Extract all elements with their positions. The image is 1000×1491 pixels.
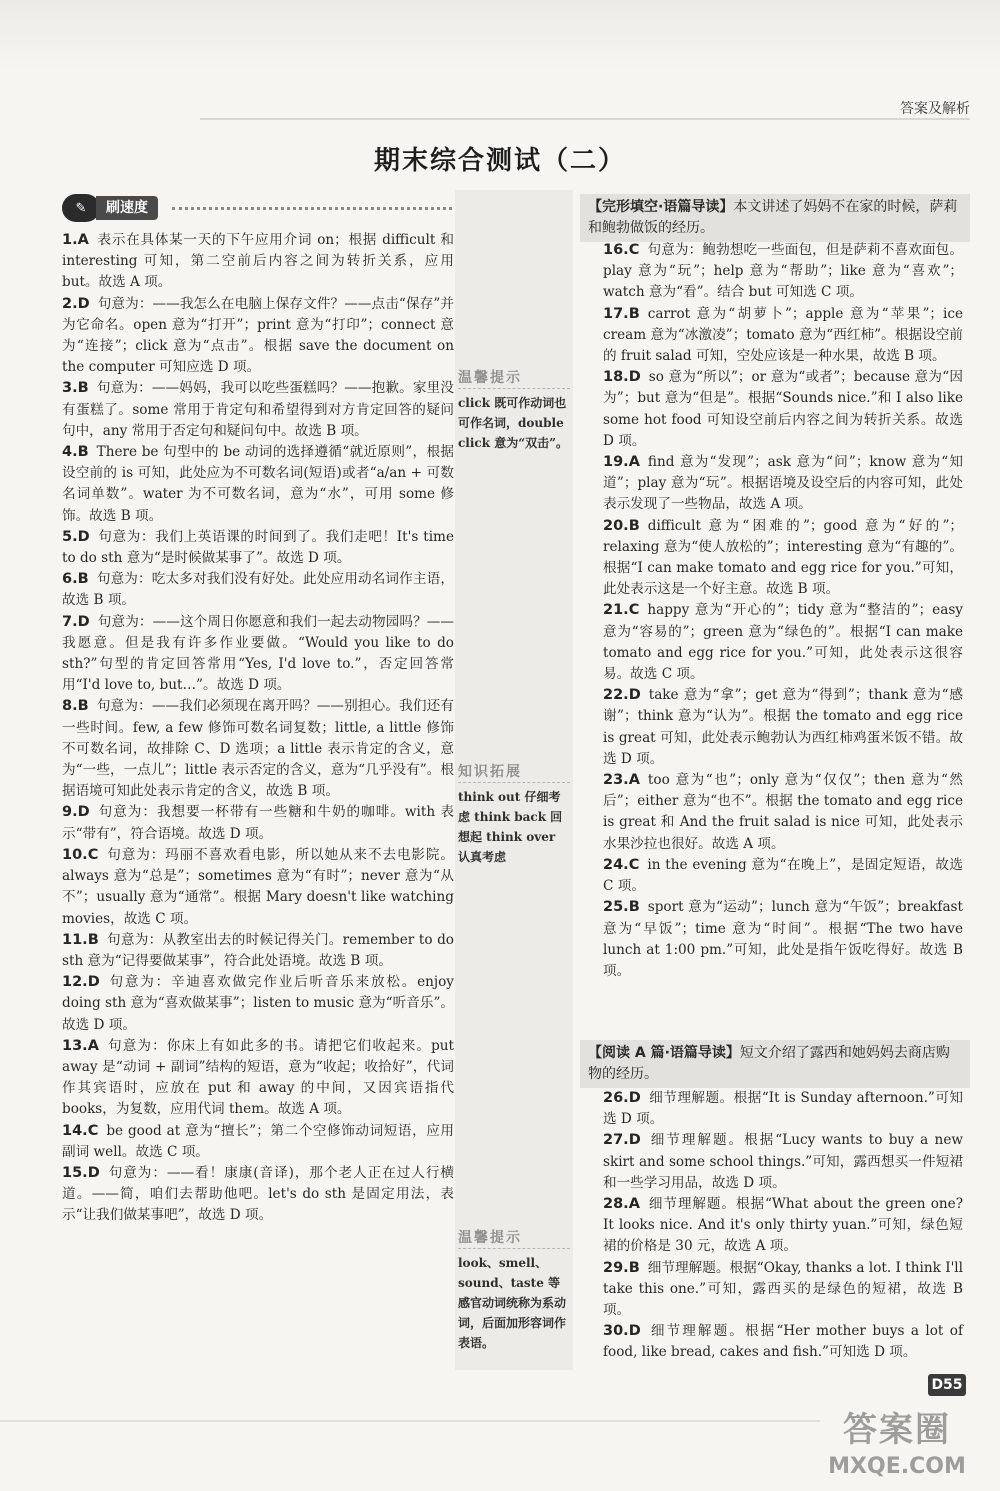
answer-item (603, 1321, 963, 1363)
side-note-heading: 温馨提示 (458, 1228, 570, 1249)
answer-item (62, 612, 454, 697)
answer-letter: A (628, 454, 640, 471)
answer-letter: D (628, 687, 641, 704)
answer-item (603, 1258, 963, 1322)
answer-letter: B (87, 931, 99, 948)
cloze-guide (580, 194, 970, 242)
explanation-text: 句意为：吃太多对我们没有好处。此处应用动名词作主语，故选 B 项。 (62, 571, 454, 609)
fast-icon: ✎ (62, 194, 100, 222)
explanation-text: happy 意为“开心的”；tidy 意为“整洁的”；easy 意为“容易的”；green 意为“绿色的”。根据“I can make tomato and egg rice for you.”可知，此处表示这很容易。故选 C 项。 (603, 602, 963, 683)
answer-letter: C (628, 602, 640, 619)
explanation-text: so 意为“所以”；or 意为“或者”；because 意为“因为”；but 意为“但是”。根据“Sounds nice.”和 I also like some hot food 可知设空前后内容之间为转折关系。故选 D 项。 (603, 369, 963, 449)
question-number: 30. (603, 1323, 629, 1340)
question-number: 12. (62, 974, 88, 991)
explanation-text: 句意为：——看！康康(音译)，那个老人正在过人行横道。——简，咱们去帮助他吧。let's do sth 是固定用法，表示“让我们做某事吧”，故选 D 项。 (62, 1164, 454, 1224)
guide-text: 本文讲述了妈妈不在家的时候，萨莉和鲍勃做饭的经历。 (588, 199, 958, 236)
answer-item (62, 378, 454, 442)
corner-label: 答案及解析 (900, 101, 970, 117)
side-note-2 (458, 762, 570, 867)
answer-item (603, 600, 963, 685)
answer-letter: B (77, 571, 89, 588)
right-answers-column-reading (603, 1088, 963, 1364)
explanation-text: take 意为“拿”；get 意为“得到”；thank 意为“感谢”；think 意为“认为”。根据 the tomato and egg rice is great 可知，此处表示鲍勃认为西红柿鸡蛋米饭不错。故选 D 项。 (603, 687, 963, 767)
answer-item (603, 685, 963, 770)
answer-letter: D (87, 1164, 100, 1181)
question-number: 24. (603, 856, 629, 873)
question-number: 28. (603, 1196, 629, 1213)
question-number: 18. (603, 369, 629, 386)
header-divider (200, 118, 970, 120)
answer-letter: B (628, 1259, 640, 1276)
question-number: 15. (62, 1164, 88, 1181)
answer-letter: C (87, 1122, 99, 1139)
explanation-text: 句意为：——妈妈，我可以吃些蛋糕吗？——抱歉。家里没有蛋糕了。some 常用于肯定句和希望得到对方肯定回答的疑问句中，any 常用于否定句和疑问句中。故选 B 项。 (62, 380, 454, 439)
answer-item (62, 569, 454, 611)
question-number: 19. (603, 454, 629, 471)
answer-item (603, 770, 963, 855)
answer-item (603, 1130, 963, 1194)
answer-item (603, 1088, 963, 1130)
explanation-text: 细节理解题。根据“Lucy wants to buy a new skirt and some school things.”可知，露西想买一件短裙和一些学习用品，故选 D 项。 (603, 1132, 963, 1191)
answer-item (603, 240, 963, 304)
explanation-text: 句意为：玛丽不喜欢看电影，所以她从来不去电影院。always 意为“总是”；sometimes 意为“有时”；never 意为“从不”；usually 意为“通常”。根据 Mary doesn't like watching movies，故选 C 项。 (62, 846, 454, 927)
explanation-text: 句意为：从教室出去的时候记得关门。remember to do sth 意为“记得要做某事”，符合此处语境。故选 B 项。 (62, 931, 454, 969)
answer-letter: C (628, 856, 640, 873)
answer-letter: D (77, 804, 90, 821)
answer-item (62, 845, 454, 930)
question-number: 10. (62, 846, 88, 863)
answer-letter: B (628, 305, 640, 322)
question-number: 21. (603, 602, 629, 619)
question-number: 25. (603, 899, 629, 916)
answer-letter: D (628, 369, 641, 386)
answer-letter: B (77, 444, 89, 461)
side-note-heading: 温馨提示 (458, 368, 570, 389)
answer-item (62, 972, 454, 1036)
answer-letter: D (628, 1090, 641, 1106)
explanation-text: 句意为：鲍勃想吃一些面包，但是萨莉不喜欢面包。play 意为“玩”；help 意为“帮助”；like 意为“喜欢”；watch 意为“看”。结合 but 可知选 C 项。 (603, 242, 963, 301)
answer-item (603, 855, 963, 897)
answer-item (603, 304, 963, 368)
explanation-text: 细节理解题。根据“Okay, thanks a lot. I think I'll take this one.”可知，露西买的是绿色的短裙，故选 B 项。 (603, 1259, 963, 1319)
side-note-body: look、smell、sound、taste 等感官动词统称为系动词，后面加形容词作表语。 (458, 1256, 567, 1350)
answer-letter: A (628, 1196, 640, 1213)
explanation-text: There be 句型中的 be 动词的选择遵循“就近原则”，根据设空前的 is 可知，此处应为不可数名词(短语)或者“a/an + 可数名词单数”。water 为不可数名词，意为“水”，可用 some 修饰。故选 B 项。 (62, 444, 454, 524)
explanation-text: carrot 意为“胡萝卜”；apple 意为“苹果”；ice cream 意为“冰激凌”；tomato 意为“西红柿”。根据设空前的 fruit salad 可知，空处应该是一种水果，故选 B 项。 (603, 305, 963, 365)
answer-item (62, 442, 454, 527)
question-number: 8. (62, 698, 78, 715)
explanation-text: 细节理解题。根据“Her mother buys a lot of food, like bread, cakes and fish.”可知选 D 项。 (603, 1323, 963, 1361)
side-note-heading: 知识拓展 (458, 762, 570, 783)
question-number: 7. (62, 613, 78, 630)
answer-letter: B (77, 698, 89, 715)
answer-letter: B (628, 899, 640, 916)
explanation-text: too 意为“也”；only 意为“仅仅”；then 意为“然后”；either 意为“也不”。根据 the tomato and egg rice is great 和 And the fruit salad is nice 可知，此处表示水果沙拉也很好。故选 A 项。 (603, 772, 963, 852)
answer-letter: B (628, 517, 640, 534)
answer-letter: D (77, 295, 90, 312)
answer-letter: D (87, 974, 100, 991)
right-answers-column-cloze (603, 240, 963, 982)
watermark-bottom: MXQE.COM (828, 1454, 966, 1479)
explanation-text: 细节理解题。根据“It is Sunday afternoon.”可知选 D 项。 (603, 1090, 963, 1128)
answer-letter: D (628, 1323, 641, 1340)
explanation-text: 句意为：你床上有如此多的书。请把它们收起来。put away 是“动词 + 副词”结构的短语，意为“收起；收拾好”，代词作其宾语时，应放在 put 和 away 的中间，又因宾语指代 books，为复数，应用代词 them。故选 A 项。 (62, 1037, 454, 1118)
explanation-text: difficult 意为“困难的”；good 意为“好的”；relaxing 意为“使人放松的”；interesting 意为“有趣的”。根据“I can make tomato and egg rice for you.”可知，此处表示这是一个好主意。故选 B 项。 (603, 517, 963, 598)
side-note-3 (458, 1228, 570, 1353)
question-number: 11. (62, 931, 88, 948)
explanation-text: 表示在具体某一天的下午应用介词 on；根据 difficult 和 interesting 可知，第二空前后内容之间为转折关系，应用 but。故选 A 项。 (62, 232, 454, 291)
side-note-body: click 既可作动词也可作名词，double click 意为“双击”。 (458, 396, 569, 450)
question-number: 16. (603, 242, 629, 258)
answer-item (62, 930, 454, 972)
explanation-text: sport 意为“运动”；lunch 意为“午饭”；breakfast 意为“早饭”；time 意为“时间”。根据“The two have lunch at 1:00 pm.”可知，此处是指午饭吃得好。故选 B 项。 (603, 899, 963, 979)
explanation-text: be good at 意为“擅长”；第二个空修饰动词短语，应用副词 well。故选 C 项。 (62, 1122, 454, 1160)
explanation-text: in the evening 意为“在晚上”，是固定短语，故选 C 项。 (603, 856, 963, 895)
watermark-logo (802, 1408, 992, 1488)
badge-dotted-line (172, 207, 452, 210)
answer-letter: B (77, 380, 89, 397)
section-badge-label: 刷速度 (96, 196, 158, 220)
answer-item (603, 367, 963, 452)
answer-letter: C (628, 242, 640, 258)
question-number: 13. (62, 1037, 88, 1054)
guide-text: 短文介绍了露西和她妈妈去商店购物的经历。 (588, 1045, 950, 1082)
question-number: 20. (603, 517, 629, 534)
explanation-text: 句意为：——这个周日你愿意和我们一起去动物园吗？——我愿意。但是我有许多作业要做。“Would you like to do sth?”句型的肯定回答常用“Yes, I'd love to.”，否定回答常用“I'd love to, but…”。故选 D 项。 (62, 613, 454, 694)
question-number: 17. (603, 305, 629, 322)
answer-letter: A (628, 772, 640, 789)
question-number: 2. (62, 295, 78, 312)
explanation-text: 句意为：我想要一杯带有一些糖和牛奶的咖啡。with 表示“带有”，符合语境。故选 D 项。 (62, 804, 454, 842)
explanation-text: 细节理解题。根据“What about the green one? It looks nice. And it's only thirty yuan.”可知，绿色短裙的价格是 30 元，故选 A 项。 (603, 1196, 963, 1255)
explanation-text: 句意为：辛迪喜欢做完作业后听音乐来放松。enjoy doing sth 意为“喜欢做某事”；listen to music 意为“听音乐”。故选 D 项。 (62, 974, 454, 1033)
answer-item (62, 1163, 454, 1227)
side-note-body: think out 仔细考虑 think back 回想起 think over 认真考虑 (458, 790, 563, 864)
question-number: 3. (62, 380, 78, 397)
answer-item (62, 802, 454, 844)
answer-letter: A (77, 232, 89, 248)
explanation-text: 句意为：——我怎么在电脑上保存文件？——点击“保存”并为它命名。open 意为“打开”；print 意为“打印”；connect 意为“连接”；click 意为“点击”。根据 save the document on the computer 可知应选 D 项。 (62, 295, 454, 376)
page-number: D55 (928, 1374, 966, 1396)
answer-item (62, 1121, 454, 1163)
side-note-1 (458, 368, 570, 453)
answer-item (603, 452, 963, 516)
guide-tag: 【完形填空·语篇导读】 (588, 199, 734, 215)
answer-item (603, 516, 963, 601)
answer-item (603, 1194, 963, 1258)
answer-item (62, 230, 454, 294)
answer-item (62, 1036, 454, 1121)
answer-letter: A (87, 1037, 99, 1054)
left-answers-column (62, 230, 454, 1227)
question-number: 9. (62, 804, 78, 821)
question-number: 29. (603, 1259, 629, 1276)
answer-letter: D (77, 528, 90, 545)
answer-item (62, 527, 454, 569)
guide-tag: 【阅读 A 篇·语篇导读】 (588, 1045, 740, 1061)
reading-a-guide (580, 1040, 970, 1088)
explanation-text: 句意为：——我们必须现在离开吗？——别担心。我们还有一些时间。few, a few 修饰可数名词复数；little, a little 修饰不可数名词，故排除 C、D 选项；a little 表示肯定的含义，意为“一些，一点儿”；little 表示否定的含义，意为“几乎没有”。根据语境可知此处表示肯定的含义，故选 B 项。 (62, 698, 454, 800)
question-number: 5. (62, 528, 78, 545)
explanation-text: 句意为：我们上英语课的时间到了。我们走吧！It's time to do sth 意为“是时候做某事了”。故选 D 项。 (62, 528, 454, 567)
question-number: 27. (603, 1132, 629, 1149)
explanation-text: find 意为“发现”；ask 意为“问”；know 意为“知道”；play 意为“玩”。根据语境及设空后的内容可知，此处表示发现了一些物品，故选 A 项。 (603, 454, 963, 513)
answer-item (62, 696, 454, 802)
question-number: 4. (62, 444, 78, 461)
answer-letter: D (77, 613, 90, 630)
answer-letter: C (87, 846, 99, 863)
question-number: 14. (62, 1122, 88, 1139)
question-number: 23. (603, 772, 629, 789)
answer-item (603, 897, 963, 982)
page-title: 期末综合测试（二） (373, 146, 626, 176)
bottom-divider (0, 1420, 820, 1422)
answer-item (62, 294, 454, 379)
question-number: 26. (603, 1090, 629, 1106)
top-shade (0, 0, 1000, 70)
watermark-top: 答案圈 (843, 1410, 951, 1450)
question-number: 6. (62, 571, 78, 588)
question-number: 22. (603, 687, 629, 704)
question-number: 1. (62, 232, 78, 248)
section-badge (62, 194, 172, 222)
answer-letter: D (628, 1132, 641, 1149)
